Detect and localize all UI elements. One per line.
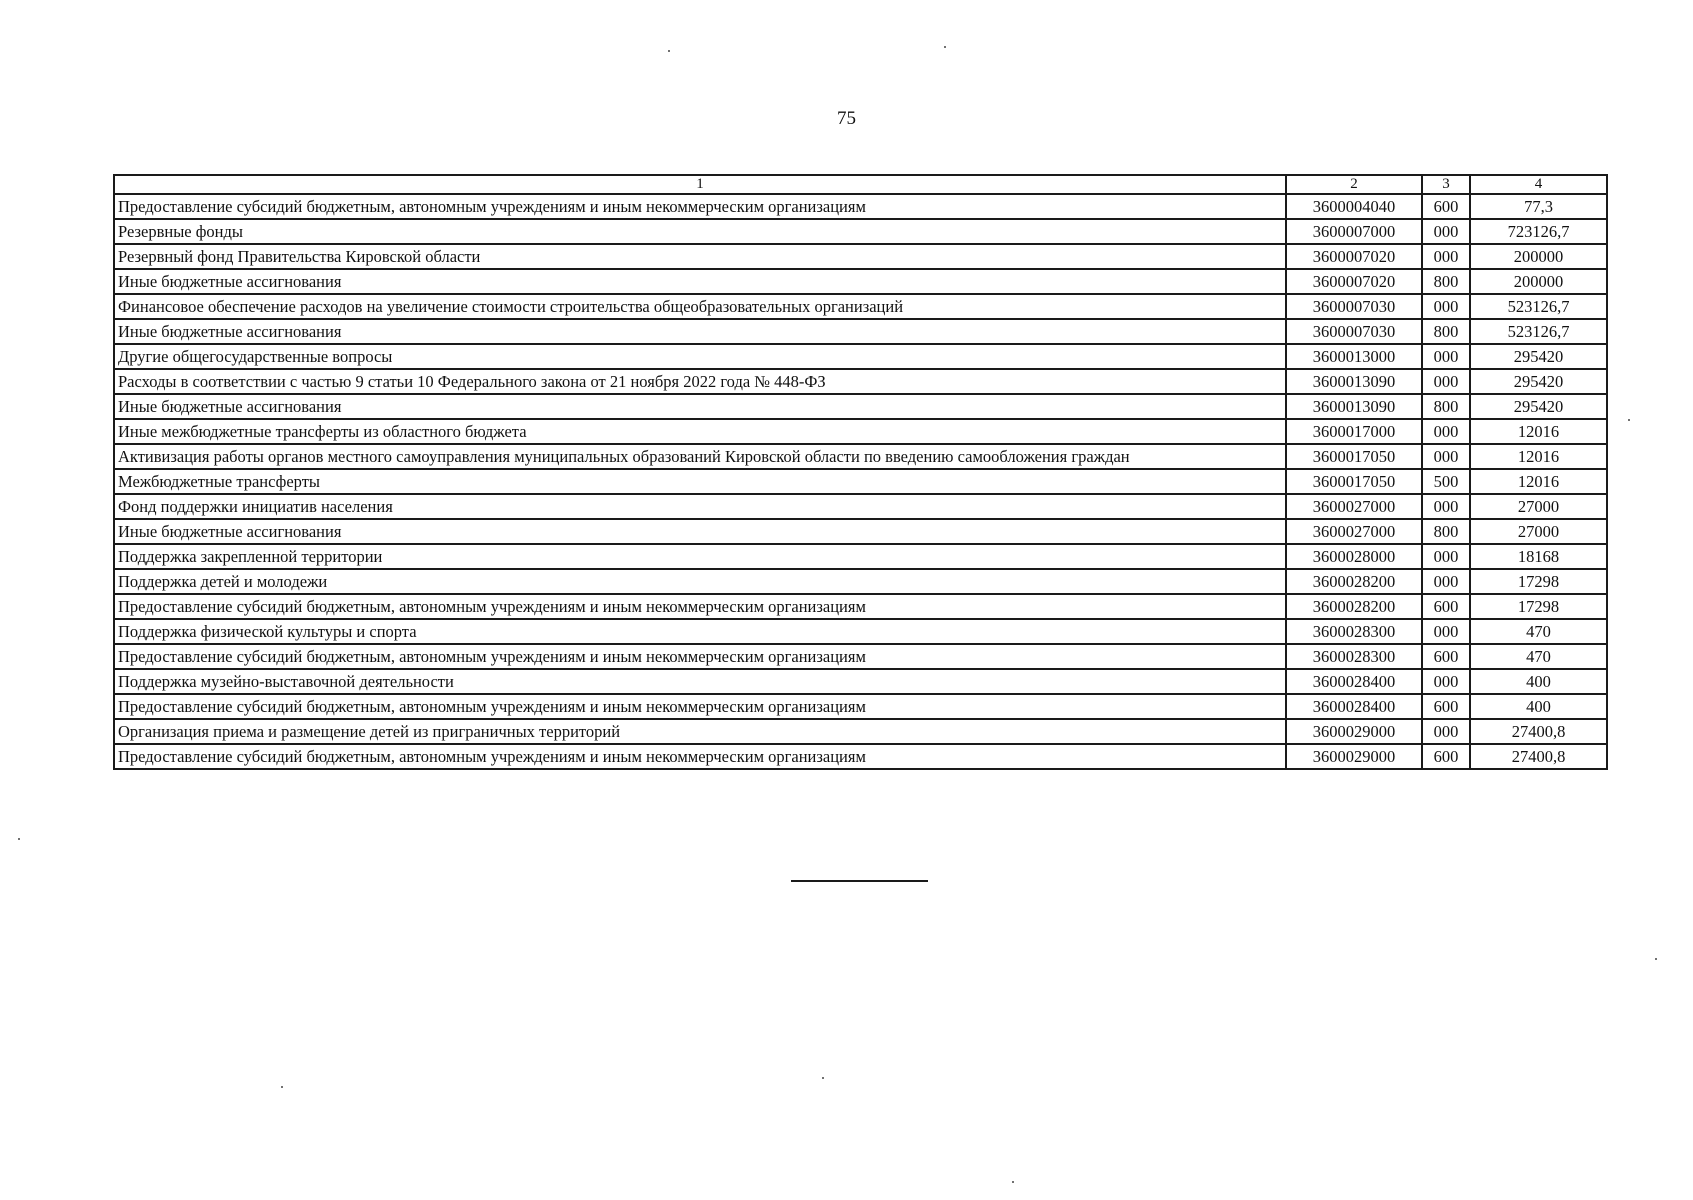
row-code-cell: 3600017000 <box>1286 419 1422 444</box>
scan-speck <box>18 838 20 840</box>
row-name-cell: Поддержка музейно-выставочной деятельности <box>114 669 1286 694</box>
header-cell-2: 2 <box>1286 175 1422 194</box>
table-row <box>114 469 1607 494</box>
row-code-cell: 3600028300 <box>1286 619 1422 644</box>
scan-speck <box>822 1077 824 1079</box>
scan-speck <box>944 46 946 48</box>
row-name-cell: Предоставление субсидий бюджетным, автономным учреждениям и иным некоммерческим организациям <box>114 744 1286 769</box>
row-kind-cell: 800 <box>1422 394 1470 419</box>
row-kind-cell: 800 <box>1422 269 1470 294</box>
table-row <box>114 519 1607 544</box>
row-code-cell: 3600028300 <box>1286 644 1422 669</box>
row-kind-cell: 000 <box>1422 244 1470 269</box>
row-code-cell: 3600028000 <box>1286 544 1422 569</box>
row-amount-cell: 400 <box>1470 694 1607 719</box>
row-kind-cell: 000 <box>1422 719 1470 744</box>
row-kind-cell: 600 <box>1422 194 1470 219</box>
row-kind-cell: 800 <box>1422 319 1470 344</box>
row-amount-cell: 12016 <box>1470 419 1607 444</box>
row-amount-cell: 295420 <box>1470 344 1607 369</box>
row-amount-cell: 12016 <box>1470 444 1607 469</box>
scan-speck <box>1655 958 1657 960</box>
row-code-cell: 3600013000 <box>1286 344 1422 369</box>
row-kind-cell: 000 <box>1422 619 1470 644</box>
row-name-cell: Фонд поддержки инициатив населения <box>114 494 1286 519</box>
row-code-cell: 3600029000 <box>1286 719 1422 744</box>
row-code-cell: 3600007030 <box>1286 319 1422 344</box>
row-amount-cell: 470 <box>1470 619 1607 644</box>
budget-table <box>113 174 1608 770</box>
row-name-cell: Расходы в соответствии с частью 9 статьи 10 Федерального закона от 21 ноября 2022 года № 448-ФЗ <box>114 369 1286 394</box>
row-amount-cell: 27400,8 <box>1470 744 1607 769</box>
table-row <box>114 394 1607 419</box>
row-amount-cell: 27000 <box>1470 494 1607 519</box>
row-code-cell: 3600027000 <box>1286 494 1422 519</box>
row-name-cell: Иные бюджетные ассигнования <box>114 319 1286 344</box>
row-code-cell: 3600017050 <box>1286 444 1422 469</box>
row-code-cell: 3600007020 <box>1286 269 1422 294</box>
row-amount-cell: 17298 <box>1470 594 1607 619</box>
table-row <box>114 494 1607 519</box>
row-kind-cell: 500 <box>1422 469 1470 494</box>
scan-speck <box>1012 1181 1014 1183</box>
table-row <box>114 319 1607 344</box>
row-kind-cell: 000 <box>1422 419 1470 444</box>
row-amount-cell: 27000 <box>1470 519 1607 544</box>
row-amount-cell: 27400,8 <box>1470 719 1607 744</box>
row-name-cell: Поддержка физической культуры и спорта <box>114 619 1286 644</box>
scan-speck <box>281 1086 283 1088</box>
row-name-cell: Иные межбюджетные трансферты из областного бюджета <box>114 419 1286 444</box>
row-amount-cell: 723126,7 <box>1470 219 1607 244</box>
row-amount-cell: 400 <box>1470 669 1607 694</box>
page-number: 75 <box>837 108 856 129</box>
row-amount-cell: 12016 <box>1470 469 1607 494</box>
row-name-cell: Резервные фонды <box>114 219 1286 244</box>
row-kind-cell: 000 <box>1422 444 1470 469</box>
row-kind-cell: 000 <box>1422 344 1470 369</box>
table-row <box>114 269 1607 294</box>
row-name-cell: Иные бюджетные ассигнования <box>114 519 1286 544</box>
row-kind-cell: 600 <box>1422 594 1470 619</box>
row-code-cell: 3600017050 <box>1286 469 1422 494</box>
row-name-cell: Иные бюджетные ассигнования <box>114 269 1286 294</box>
row-kind-cell: 000 <box>1422 219 1470 244</box>
table-row <box>114 719 1607 744</box>
row-code-cell: 3600013090 <box>1286 369 1422 394</box>
row-name-cell: Поддержка закрепленной территории <box>114 544 1286 569</box>
header-cell-1: 1 <box>114 175 1286 194</box>
table-row <box>114 594 1607 619</box>
row-amount-cell: 17298 <box>1470 569 1607 594</box>
row-amount-cell: 200000 <box>1470 244 1607 269</box>
row-amount-cell: 523126,7 <box>1470 319 1607 344</box>
row-name-cell: Активизация работы органов местного самоуправления муниципальных образований Кировской области по введению самообложения граждан <box>114 444 1286 469</box>
row-name-cell: Другие общегосударственные вопросы <box>114 344 1286 369</box>
row-kind-cell: 800 <box>1422 519 1470 544</box>
row-code-cell: 3600004040 <box>1286 194 1422 219</box>
table-row <box>114 619 1607 644</box>
row-kind-cell: 000 <box>1422 669 1470 694</box>
row-code-cell: 3600028200 <box>1286 569 1422 594</box>
table-row <box>114 419 1607 444</box>
row-name-cell: Предоставление субсидий бюджетным, автономным учреждениям и иным некоммерческим организациям <box>114 594 1286 619</box>
row-kind-cell: 600 <box>1422 644 1470 669</box>
row-kind-cell: 600 <box>1422 694 1470 719</box>
row-kind-cell: 000 <box>1422 294 1470 319</box>
row-code-cell: 3600013090 <box>1286 394 1422 419</box>
table-row <box>114 294 1607 319</box>
row-name-cell: Предоставление субсидий бюджетным, автономным учреждениям и иным некоммерческим организациям <box>114 644 1286 669</box>
row-kind-cell: 000 <box>1422 494 1470 519</box>
scan-speck <box>668 50 670 52</box>
row-code-cell: 3600028400 <box>1286 694 1422 719</box>
row-name-cell: Финансовое обеспечение расходов на увеличение стоимости строительства общеобразовательных организаций <box>114 294 1286 319</box>
table-row <box>114 644 1607 669</box>
table-row <box>114 369 1607 394</box>
row-amount-cell: 77,3 <box>1470 194 1607 219</box>
table-row <box>114 669 1607 694</box>
scan-speck <box>1628 419 1630 421</box>
row-amount-cell: 200000 <box>1470 269 1607 294</box>
table-header-row <box>114 175 1607 194</box>
table-row <box>114 219 1607 244</box>
row-kind-cell: 000 <box>1422 544 1470 569</box>
table-row <box>114 694 1607 719</box>
end-separator-line <box>791 880 928 882</box>
row-code-cell: 3600007000 <box>1286 219 1422 244</box>
row-code-cell: 3600027000 <box>1286 519 1422 544</box>
row-code-cell: 3600028200 <box>1286 594 1422 619</box>
row-kind-cell: 000 <box>1422 569 1470 594</box>
table-row <box>114 569 1607 594</box>
row-kind-cell: 000 <box>1422 369 1470 394</box>
table-body <box>114 175 1607 769</box>
table-row <box>114 194 1607 219</box>
row-name-cell: Предоставление субсидий бюджетным, автономным учреждениям и иным некоммерческим организациям <box>114 194 1286 219</box>
row-name-cell: Поддержка детей и молодежи <box>114 569 1286 594</box>
table-row <box>114 544 1607 569</box>
row-amount-cell: 295420 <box>1470 394 1607 419</box>
row-name-cell: Организация приема и размещение детей из приграничных территорий <box>114 719 1286 744</box>
row-name-cell: Резервный фонд Правительства Кировской области <box>114 244 1286 269</box>
row-amount-cell: 295420 <box>1470 369 1607 394</box>
header-cell-3: 3 <box>1422 175 1470 194</box>
header-cell-4: 4 <box>1470 175 1607 194</box>
row-name-cell: Межбюджетные трансферты <box>114 469 1286 494</box>
table-row <box>114 344 1607 369</box>
row-name-cell: Иные бюджетные ассигнования <box>114 394 1286 419</box>
table-row <box>114 244 1607 269</box>
table-row <box>114 444 1607 469</box>
row-name-cell: Предоставление субсидий бюджетным, автономным учреждениям и иным некоммерческим организациям <box>114 694 1286 719</box>
table-row <box>114 744 1607 769</box>
row-amount-cell: 470 <box>1470 644 1607 669</box>
row-kind-cell: 600 <box>1422 744 1470 769</box>
row-amount-cell: 523126,7 <box>1470 294 1607 319</box>
row-code-cell: 3600007030 <box>1286 294 1422 319</box>
row-code-cell: 3600028400 <box>1286 669 1422 694</box>
row-code-cell: 3600029000 <box>1286 744 1422 769</box>
row-amount-cell: 18168 <box>1470 544 1607 569</box>
row-code-cell: 3600007020 <box>1286 244 1422 269</box>
